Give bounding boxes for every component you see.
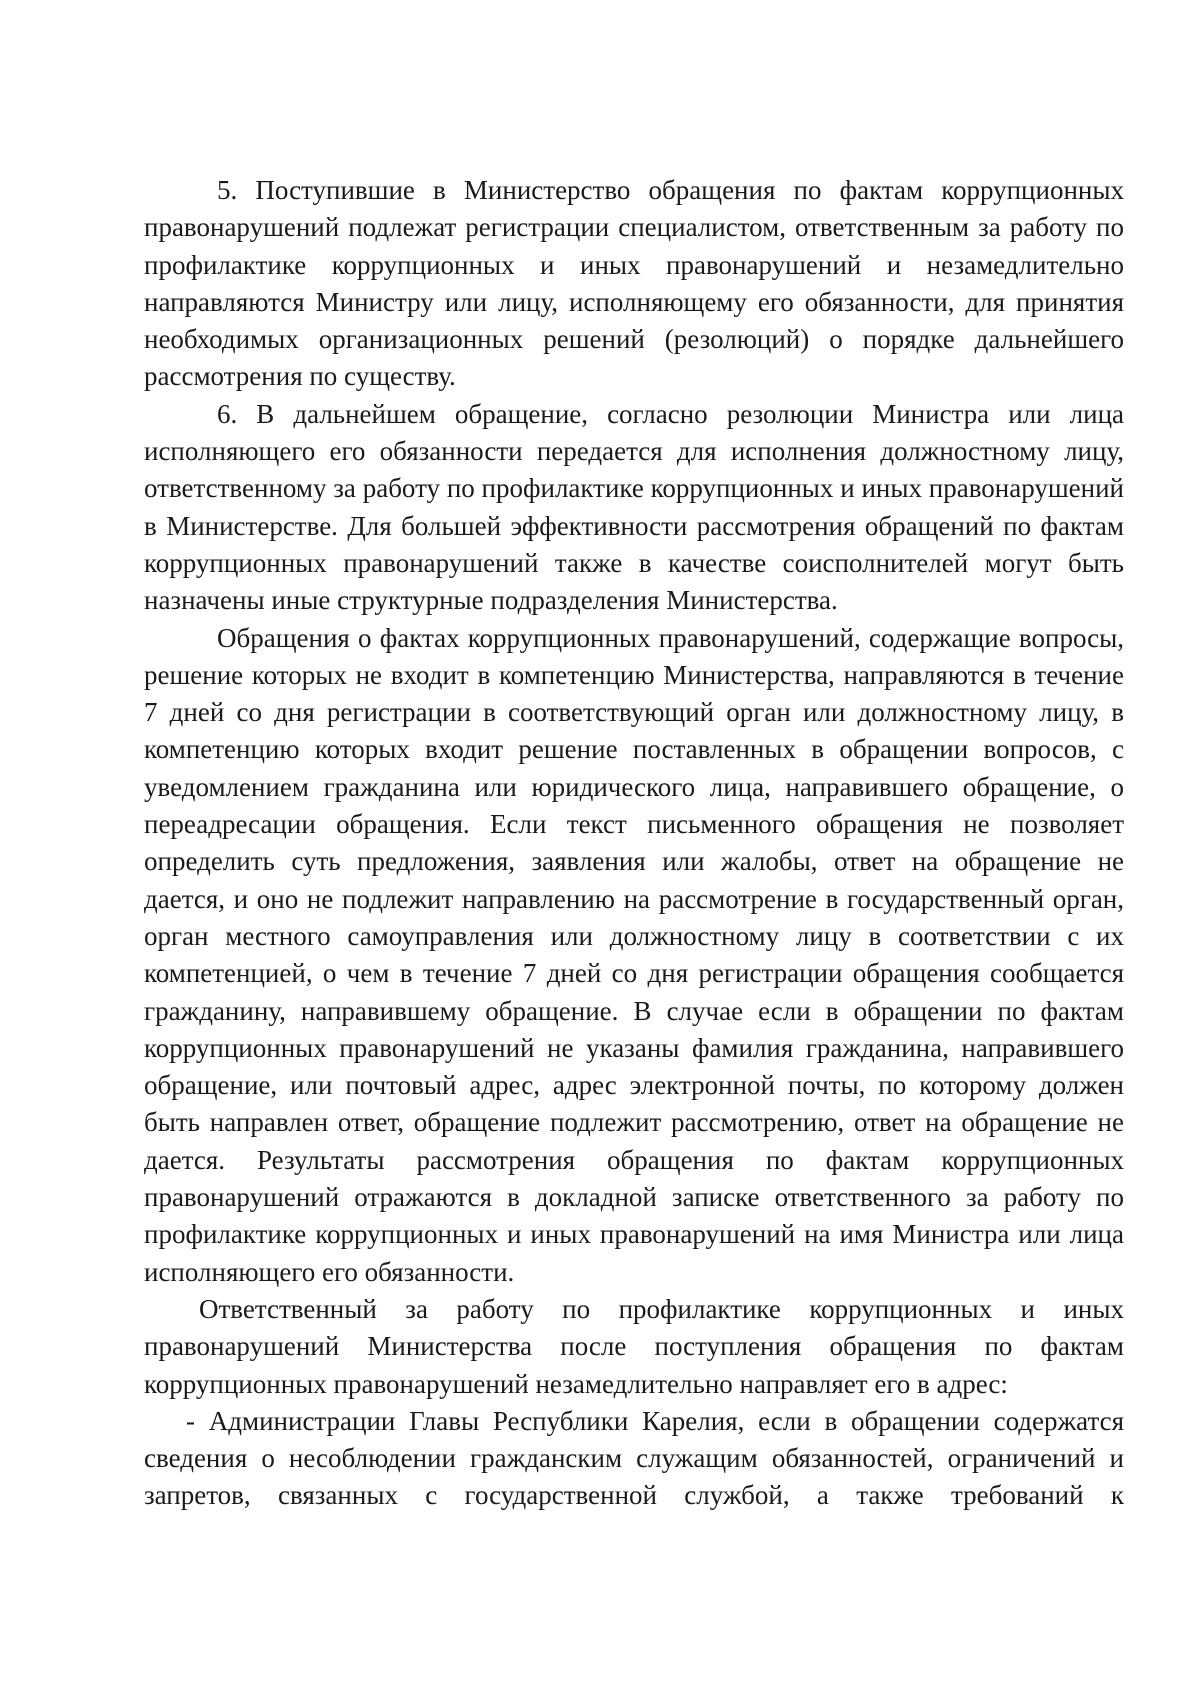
paragraph-administration-item: - Администрации Главы Республики Карелия, если в обращении содержатся сведения о несоблюдении гражданским служащим обязанностей, ограничений и запретов, связанных с государственной службой, а также требований к bbox=[144, 1405, 1124, 1511]
paragraph-6: 6. В дальнейшем обращение, согласно резолюции Министра или лица исполняющего его обязанности передается для исполнения должностному лицу, ответственному за работу по профилактике коррупционных и иных правонарушений в Министерстве. Для большей эффективности рассмотрения обращений по фактам коррупционных правонарушений также в качестве соисполнителей могут быть назначены иные структурные подразделения Министерства. bbox=[144, 398, 1124, 616]
paragraph-responsible-official: Ответственный за работу по профилактике коррупционных и иных правонарушений Министерства после поступления обращения по фактам коррупционных правонарушений незамедлительно направляет его в адрес: bbox=[144, 1293, 1124, 1399]
paragraph-misdirected-appeals: Обращения о фактах коррупционных правонарушений, содержащие вопросы, решение которых не входит в компетенцию Министерства, направляются в течение 7 дней со дня регистрации в соответствующий орган или должностному лицу, в компетенцию которых входит решение поставленных в обращении вопросов, с уведомлением гражданина или юридического лица, направившего обращение, о переадресации обращения. Если текст письменного обращения не позволяет определить суть предложения, заявления или жалобы, ответ на обращение не дается, и оно не подлежит направлению на рассмотрение в государственный орган, орган местного самоуправления или должностному лицу в соответствии с их компетенцией, о чем в течение 7 дней со дня регистрации обращения сообщается гражданину, направившему обращение. В случае если в обращении по фактам коррупционных правонарушений не указаны фамилия гражданина, направившего обращение, или почтовый адрес, адрес электронной почты, по которому должен быть направлен ответ, обращение подлежит рассмотрению, ответ на обращение не дается. Результаты рассмотрения обращения по фактам коррупционных правонарушений отражаются в докладной записке ответственного за работу по профилактике коррупционных и иных правонарушений на имя Министра или лица исполняющего его обязанности. bbox=[144, 622, 1124, 1287]
document-body bbox=[144, 172, 1124, 1515]
paragraph-5: 5. Поступившие в Министерство обращения по фактам коррупционных правонарушений подлежат регистрации специалистом, ответственным за работу по профилактике коррупционных и иных правонарушений и незамедлительно направляются Министру или лицу, исполняющему его обязанности, для принятия необходимых организационных решений (резолюций) о порядке дальнейшего рассмотрения по существу. bbox=[144, 175, 1124, 392]
